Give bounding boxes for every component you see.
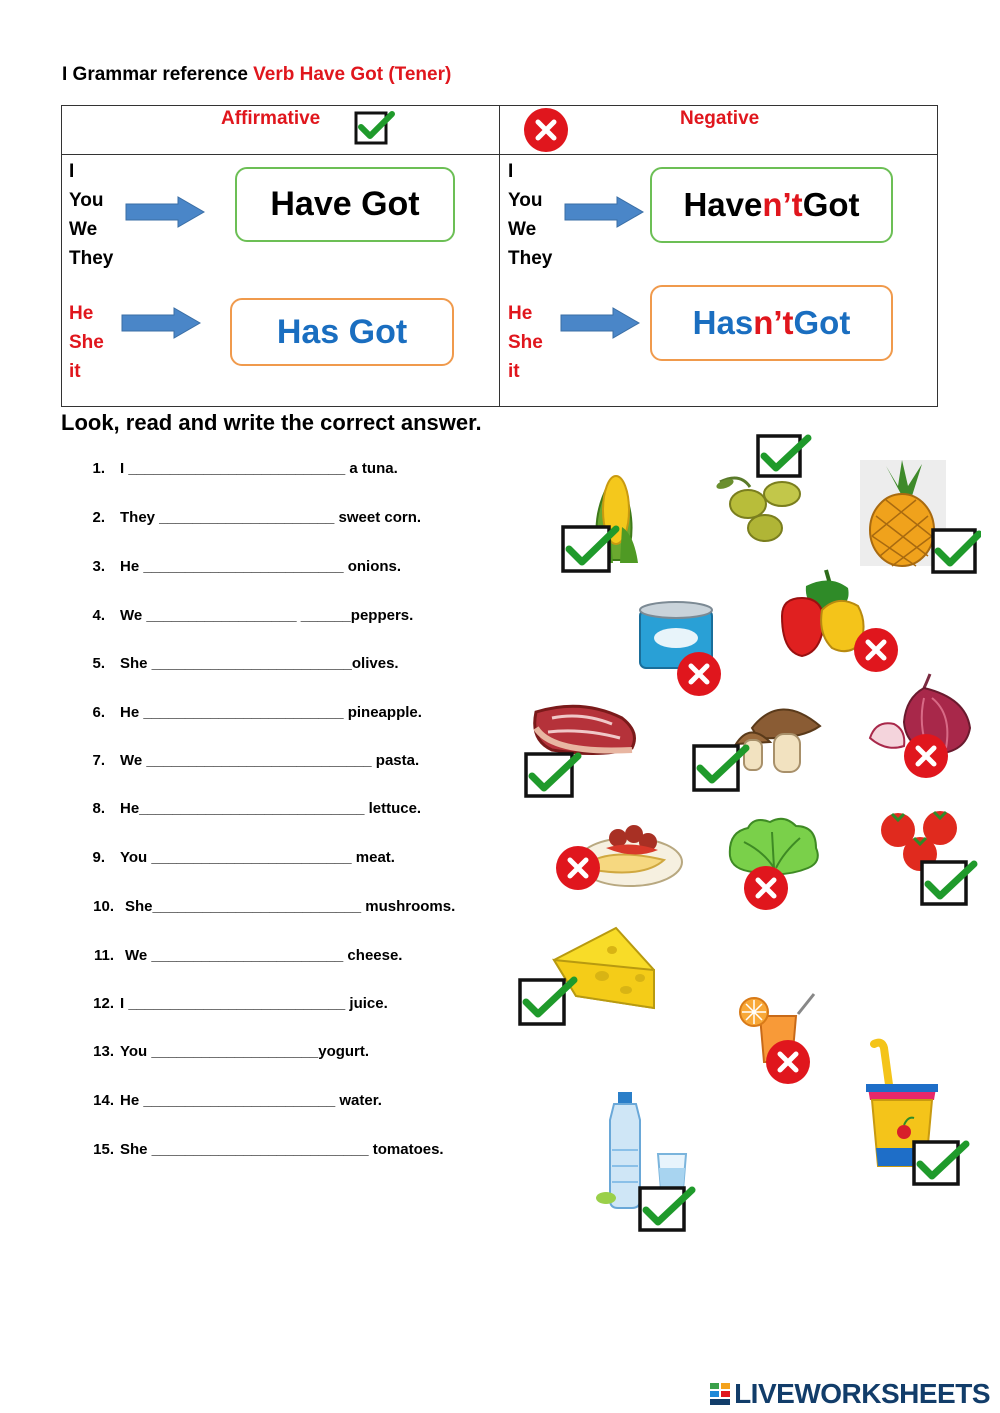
pronoun: He	[508, 303, 533, 324]
question-text: He _______________________ water.	[120, 1092, 382, 1109]
question-number: 10.	[93, 898, 114, 915]
arrow-icon	[559, 306, 641, 340]
arrow-icon	[124, 195, 206, 229]
has-got-text: Has Got	[276, 312, 408, 351]
question-number: 12.	[93, 995, 114, 1012]
logo-mark-icon	[710, 1380, 730, 1400]
question-text: We ___________________________ pasta.	[120, 752, 420, 769]
question-number: 8.	[92, 800, 105, 817]
negation-text: n’t	[762, 186, 803, 223]
cheese-picture	[516, 924, 664, 1030]
title-red: Verb Have Got (Tener)	[253, 64, 452, 85]
question-number: 7.	[92, 752, 105, 769]
peppers-picture	[778, 564, 902, 676]
have-got-text: Have Got	[270, 185, 420, 223]
arrow-icon	[120, 306, 202, 340]
pronoun: it	[69, 361, 81, 382]
pronoun: She	[508, 332, 543, 353]
title-black: I Grammar reference	[62, 64, 248, 85]
tomatoes-picture	[874, 806, 984, 910]
hasnt-got-text: Has	[692, 304, 754, 341]
question-text: You ________________________ meat.	[120, 849, 395, 866]
negative-label: Negative	[680, 108, 760, 129]
affirmative-label: Affirmative	[221, 108, 321, 129]
question-text: We __________________ ______peppers.	[120, 607, 414, 624]
has-got-box	[230, 298, 454, 366]
havent-got-box	[650, 167, 893, 243]
onion-picture	[866, 668, 976, 780]
havent-got-text: Have	[683, 186, 763, 223]
question-text: She_________________________ mushrooms.	[125, 898, 456, 915]
arrow-icon	[563, 195, 645, 229]
logo-text: LIVEWORKSHEETS	[734, 1378, 990, 1409]
question-number: 14.	[93, 1092, 114, 1109]
question-number: 9.	[92, 849, 105, 866]
pineapple-picture	[856, 456, 981, 578]
cross-icon	[522, 106, 570, 154]
water-picture	[596, 1090, 702, 1236]
hasnt-got-text: Got	[793, 304, 851, 341]
table-divider	[61, 154, 938, 155]
pronoun-list-plural	[508, 157, 552, 273]
question-number: 4.	[92, 607, 105, 624]
pronoun-list-singular	[508, 299, 543, 386]
havent-got-text: Got	[802, 186, 860, 223]
meat-picture	[522, 698, 642, 802]
pronoun: We	[69, 219, 98, 240]
mushrooms-picture	[690, 694, 828, 796]
liveworksheets-logo	[710, 1378, 990, 1410]
pronoun: You	[508, 190, 543, 211]
table-divider	[499, 105, 500, 407]
question-number: 11.	[93, 947, 114, 964]
question-text: She __________________________ tomatoes.	[120, 1141, 444, 1158]
pronoun: They	[69, 248, 114, 269]
check-icon	[354, 109, 396, 145]
pronoun: They	[508, 248, 553, 269]
question-text: He ________________________ onions.	[120, 558, 402, 575]
question-number: 2.	[92, 509, 105, 526]
pronoun: it	[508, 361, 520, 382]
pronoun: I	[508, 161, 514, 182]
negation-text: n’t	[753, 304, 794, 341]
olives-picture	[710, 432, 815, 548]
hasnt-got-box	[650, 285, 893, 361]
question-text: We _______________________ cheese.	[125, 947, 403, 964]
question-number: 6.	[92, 704, 105, 721]
question-text: They _____________________ sweet corn.	[120, 509, 422, 526]
pronoun: She	[69, 332, 104, 353]
pronoun: You	[69, 190, 104, 211]
pasta-picture	[554, 818, 684, 898]
pronoun: We	[508, 219, 537, 240]
juice-picture	[734, 990, 834, 1086]
question-text: I __________________________ juice.	[120, 995, 388, 1012]
pronoun: He	[69, 303, 94, 324]
question-number: 13.	[93, 1043, 114, 1060]
question-text: I __________________________ a tuna.	[120, 460, 398, 477]
question-number: 1.	[92, 460, 105, 477]
question-text: She ________________________olives.	[120, 655, 399, 672]
instruction: Look, read and write the correct answer.	[61, 410, 482, 435]
have-got-box	[235, 167, 455, 242]
question-number: 15.	[93, 1141, 114, 1158]
pronoun-list-singular	[69, 299, 104, 386]
question-text: He ________________________ pineapple.	[120, 704, 422, 721]
question-text: He___________________________ lettuce.	[120, 800, 422, 817]
tuna-can-picture	[636, 600, 722, 698]
yogurt-picture	[860, 1038, 970, 1190]
pronoun-list-plural	[69, 157, 113, 273]
page-title	[62, 64, 451, 86]
question-list	[0, 460, 520, 1180]
corn-picture	[558, 465, 658, 575]
lettuce-picture	[724, 812, 824, 912]
question-number: 3.	[92, 558, 105, 575]
pronoun: I	[69, 161, 75, 182]
question-number: 5.	[92, 655, 105, 672]
question-text: You ____________________yogurt.	[120, 1043, 370, 1060]
